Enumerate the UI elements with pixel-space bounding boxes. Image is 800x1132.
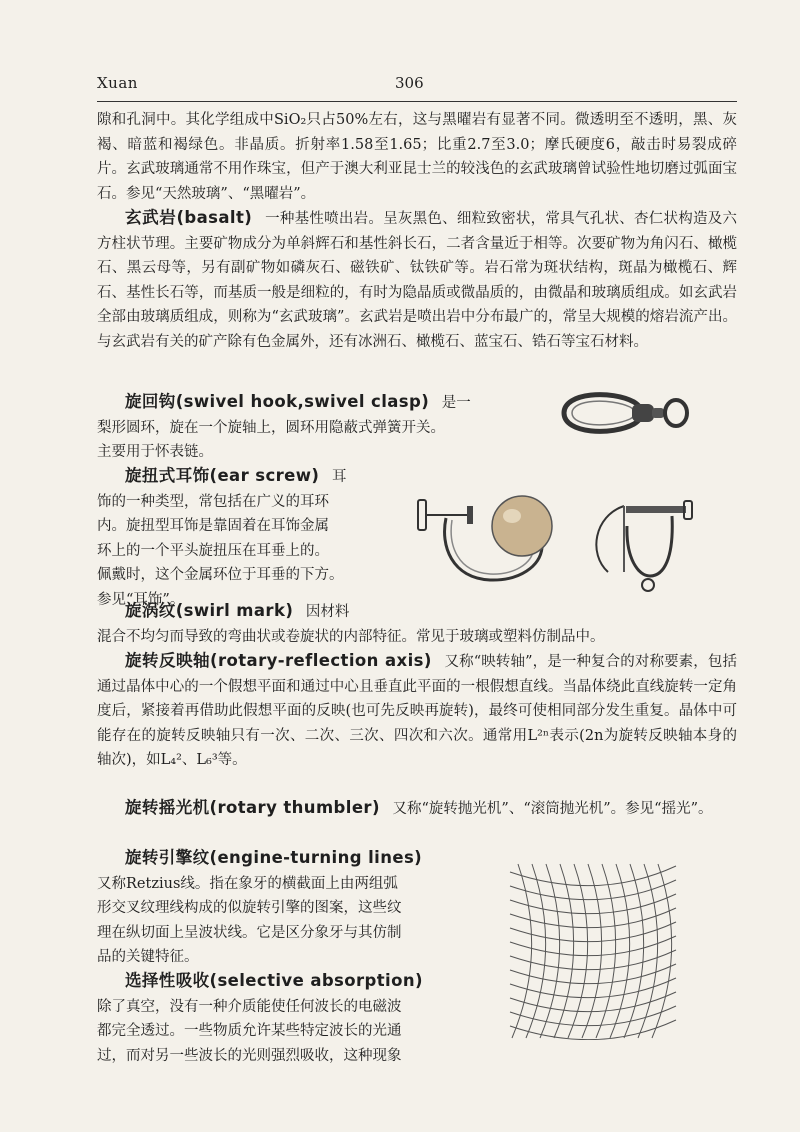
entry-definition-line: 理在纵切面上呈波状线。它是区分象牙与其仿制 [97,924,402,941]
engine-turning-pattern-illustration [508,862,678,1040]
entry-definition: 又称“映转轴”，是一种复合的对称要素，包括通过晶体中心的一个假想平面和通过中心且垂直此平面的一根假想直线。当晶体绕此直线旋转一定角度后，紧接着再借助此假想平面的反映(也可先反映再旋转)，最终可使相同部分发生重复。晶体中可能存在的旋转反映轴只有一次、二次、三次、四次和六次。通常用L²ⁿ表示(2n为旋转反映轴本身的轴次)，如L₄²、L₆³等。 [97,654,738,769]
entry-definition-line: 除了真空，没有一种介质能使任何波长的电磁波 [97,998,402,1015]
entry-term: 旋转引擎纹(engine-turning lines) [125,848,423,867]
entry-definition-line: 内。旋扭型耳饰是靠固着在耳饰金属 [97,518,329,535]
entry-term: 旋转摇光机(rotary thumbler) [125,798,380,817]
entry-definition-line: 环上的一个平头旋扭压在耳垂上的。 [97,542,329,559]
entry-rotary-reflection-axis [97,649,737,773]
entry-rotary-thumbler [97,796,737,822]
entry-definition: 耳 [331,469,347,485]
entry-term: 旋扭式耳饰(ear screw) [125,466,320,485]
entry-definition-line: 形交叉纹理线构成的似旋转引擎的图案，这些纹 [97,900,402,917]
entry-selective-absorption [97,969,477,1068]
entry-definition-line: 饰的一种类型，常包括在广义的耳环 [97,493,329,510]
entry-definition-line: 又称Retzius线。指在象牙的横截面上由两组弧 [97,875,398,892]
ear-screw-illustration [412,486,722,596]
running-head: Xuan [97,74,138,92]
entry-swirl-mark [97,599,737,649]
entry-basalt [97,206,737,355]
entry-ear-screw [97,464,387,613]
entry-term: 选择性吸收(selective absorption) [125,971,423,990]
entry-term: 旋回钩(swivel hook,swivel clasp) [125,392,430,411]
entry-definition-line: 佩戴时，这个金属环位于耳垂的下方。 [97,567,344,584]
entry-definition-line: 都完全透过。一些物质允许某些特定波长的光通 [97,1023,402,1040]
entry-definition-line: 混合不均匀而导致的弯曲状或卷旋状的内部特征。常见于玻璃或塑料仿制品中。 [97,628,605,645]
entry-definition-line: 品的关键特征。 [97,949,199,966]
header-rule [97,101,737,102]
swivel-hook-illustration [552,382,692,444]
entry-definition-line: 过，而对另一些波长的光则强烈吸收，这种现象 [97,1047,402,1064]
entry-definition-line: 主要用于怀表链。 [97,444,213,461]
entry-swivel-hook [97,390,497,465]
entry-engine-turning-lines [97,846,477,970]
entry-definition: 因材料 [305,604,350,620]
entry-definition-line: 参见“耳饰”。 [97,591,185,608]
entry-definition-line: 梨形圆环，旋在一个旋轴上，圆环用隐蔽式弹簧开关。 [97,419,445,436]
entry-definition: 又称“旋转抛光机”、“滚筒抛光机”。参见“摇光”。 [392,801,713,817]
entry-term: 玄武岩(basalt) [125,208,253,227]
page-number: 306 [395,74,424,92]
entry-definition: 是一 [441,395,471,411]
entry-term: 旋转反映轴(rotary-reflection axis) [125,651,432,670]
continued-entry-text: 隙和孔洞中。其化学组成中SiO₂只占50%左右，这与黑曜岩有显著不同。微透明至不透明，黑、灰褐、暗蓝和褐绿色。非晶质。折射率1.58至1.65；比重2.7至3.0；摩氏硬度6，敲击时易裂成碎片。玄武玻璃通常不用作珠宝，但产于澳大利亚昆士兰的较浅色的玄武玻璃曾试验性地切磨过弧面宝石。参见“天然玻璃”、“黑曜岩”。 [97,112,737,202]
entry-term: 旋涡纹(swirl mark) [125,601,294,620]
entry-definition: 一种基性喷出岩。呈灰黑色、细粒致密状，常具气孔状、杏仁状构造及六方柱状节理。主要矿物成分为单斜辉石和基性斜长石，二者含量近于相等。次要矿物为角闪石、橄榄石、黑云母等，另有副矿物如磷灰石、磁铁矿、钛铁矿等。岩石常为斑状结构，斑晶为橄榄石、辉石、基性长石等，而基质一般是细粒的，有时为隐晶质或微晶质的，由微晶和玻璃质组成。如玄武岩全部由玻璃质组成，则称为“玄武玻璃”。玄武岩是喷出岩中分布最广的，常呈大规模的熔岩流产出。与玄武岩有关的矿产除有色金属外，还有冰洲石、橄榄石、蓝宝石、锆石等宝石材料。 [97,211,738,350]
